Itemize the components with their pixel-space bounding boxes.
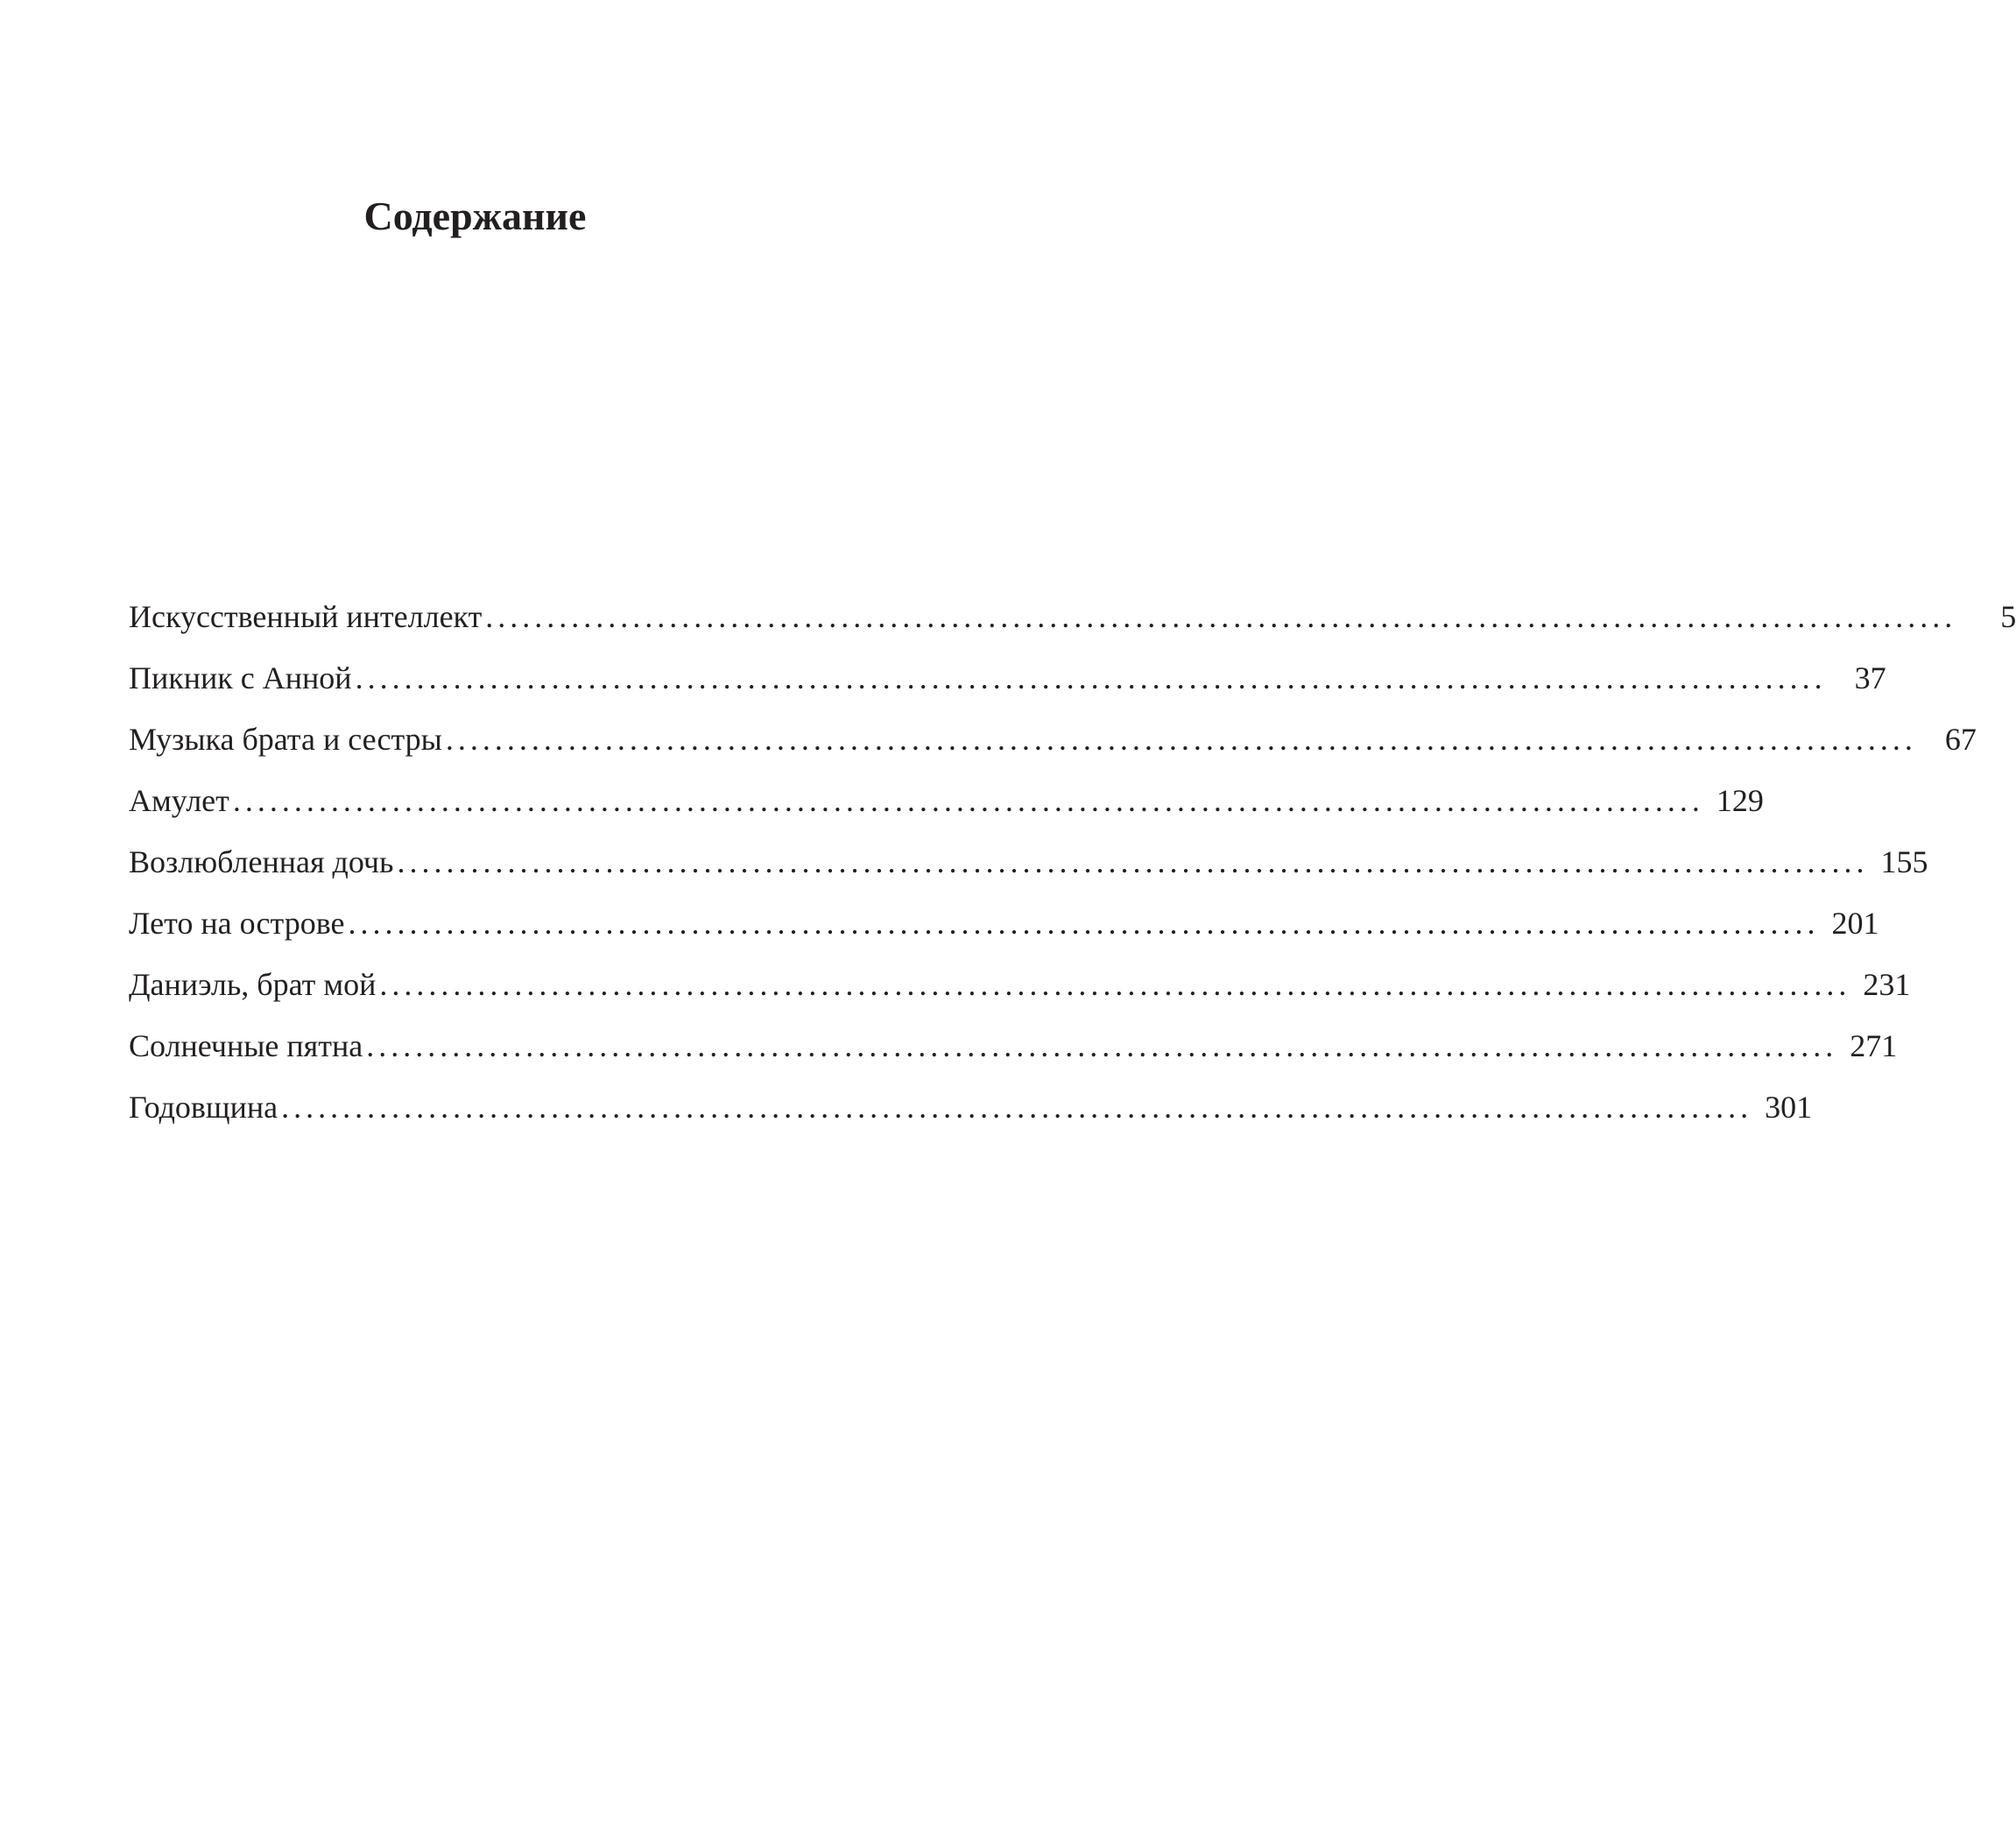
dot-leader: ........................................................................................................................	[397, 844, 1869, 879]
dot-leader: ........................................................................................................................	[445, 722, 1917, 757]
toc-entry-title: Годовщина	[129, 1090, 278, 1125]
toc-entry-title: Амулет	[129, 783, 229, 818]
dot-leader: ........................................................................................................................	[485, 599, 1957, 634]
toc-entry	[129, 1015, 1898, 1076]
dot-leader: ........................................................................................................................	[232, 783, 1704, 818]
toc-entry-title: Даниэль, брат мой	[129, 967, 377, 1002]
dot-leader: ........................................................................................................................	[366, 1028, 1838, 1063]
toc-entry	[129, 586, 2016, 647]
dot-leader: ........................................................................................................................	[355, 660, 1827, 695]
toc-entry-page: 271	[1850, 1028, 1898, 1063]
toc-entry-title: Пикник с Анной	[129, 660, 352, 695]
dot-leader: ........................................................................................................................	[281, 1090, 1753, 1125]
toc-entry-page: 155	[1880, 844, 1928, 879]
toc-entry-title: Солнечные пятна	[129, 1028, 363, 1063]
page-title: Содержание	[363, 194, 587, 238]
dot-leader: ........................................................................................................................	[348, 906, 1820, 941]
toc-entry	[129, 770, 1764, 831]
toc-entry-page: 231	[1863, 967, 1911, 1002]
toc-entry	[129, 1076, 1813, 1138]
toc-entry	[129, 709, 1977, 770]
toc-entry	[129, 831, 1928, 893]
toc-entry-page: 37	[1854, 660, 1886, 695]
toc-entry-title: Лето на острове	[129, 906, 345, 941]
toc-entry-page: 5	[2000, 599, 2016, 634]
table-of-contents	[129, 586, 2016, 1138]
toc-entry	[129, 954, 1911, 1015]
dot-leader: ........................................................................................................................	[379, 967, 1851, 1002]
toc-entry-title: Музыка брата и сестры	[129, 722, 442, 757]
toc-entry-page: 67	[1944, 722, 1977, 757]
toc-entry-page: 201	[1831, 906, 1879, 941]
toc-entry-title: Возлюбленная дочь	[129, 844, 394, 879]
toc-entry-title: Искусственный интеллект	[129, 599, 483, 634]
toc-entry-page: 301	[1765, 1090, 1813, 1125]
toc-entry	[129, 893, 1879, 954]
toc-entry	[129, 647, 1886, 709]
toc-entry-page: 129	[1716, 783, 1764, 818]
